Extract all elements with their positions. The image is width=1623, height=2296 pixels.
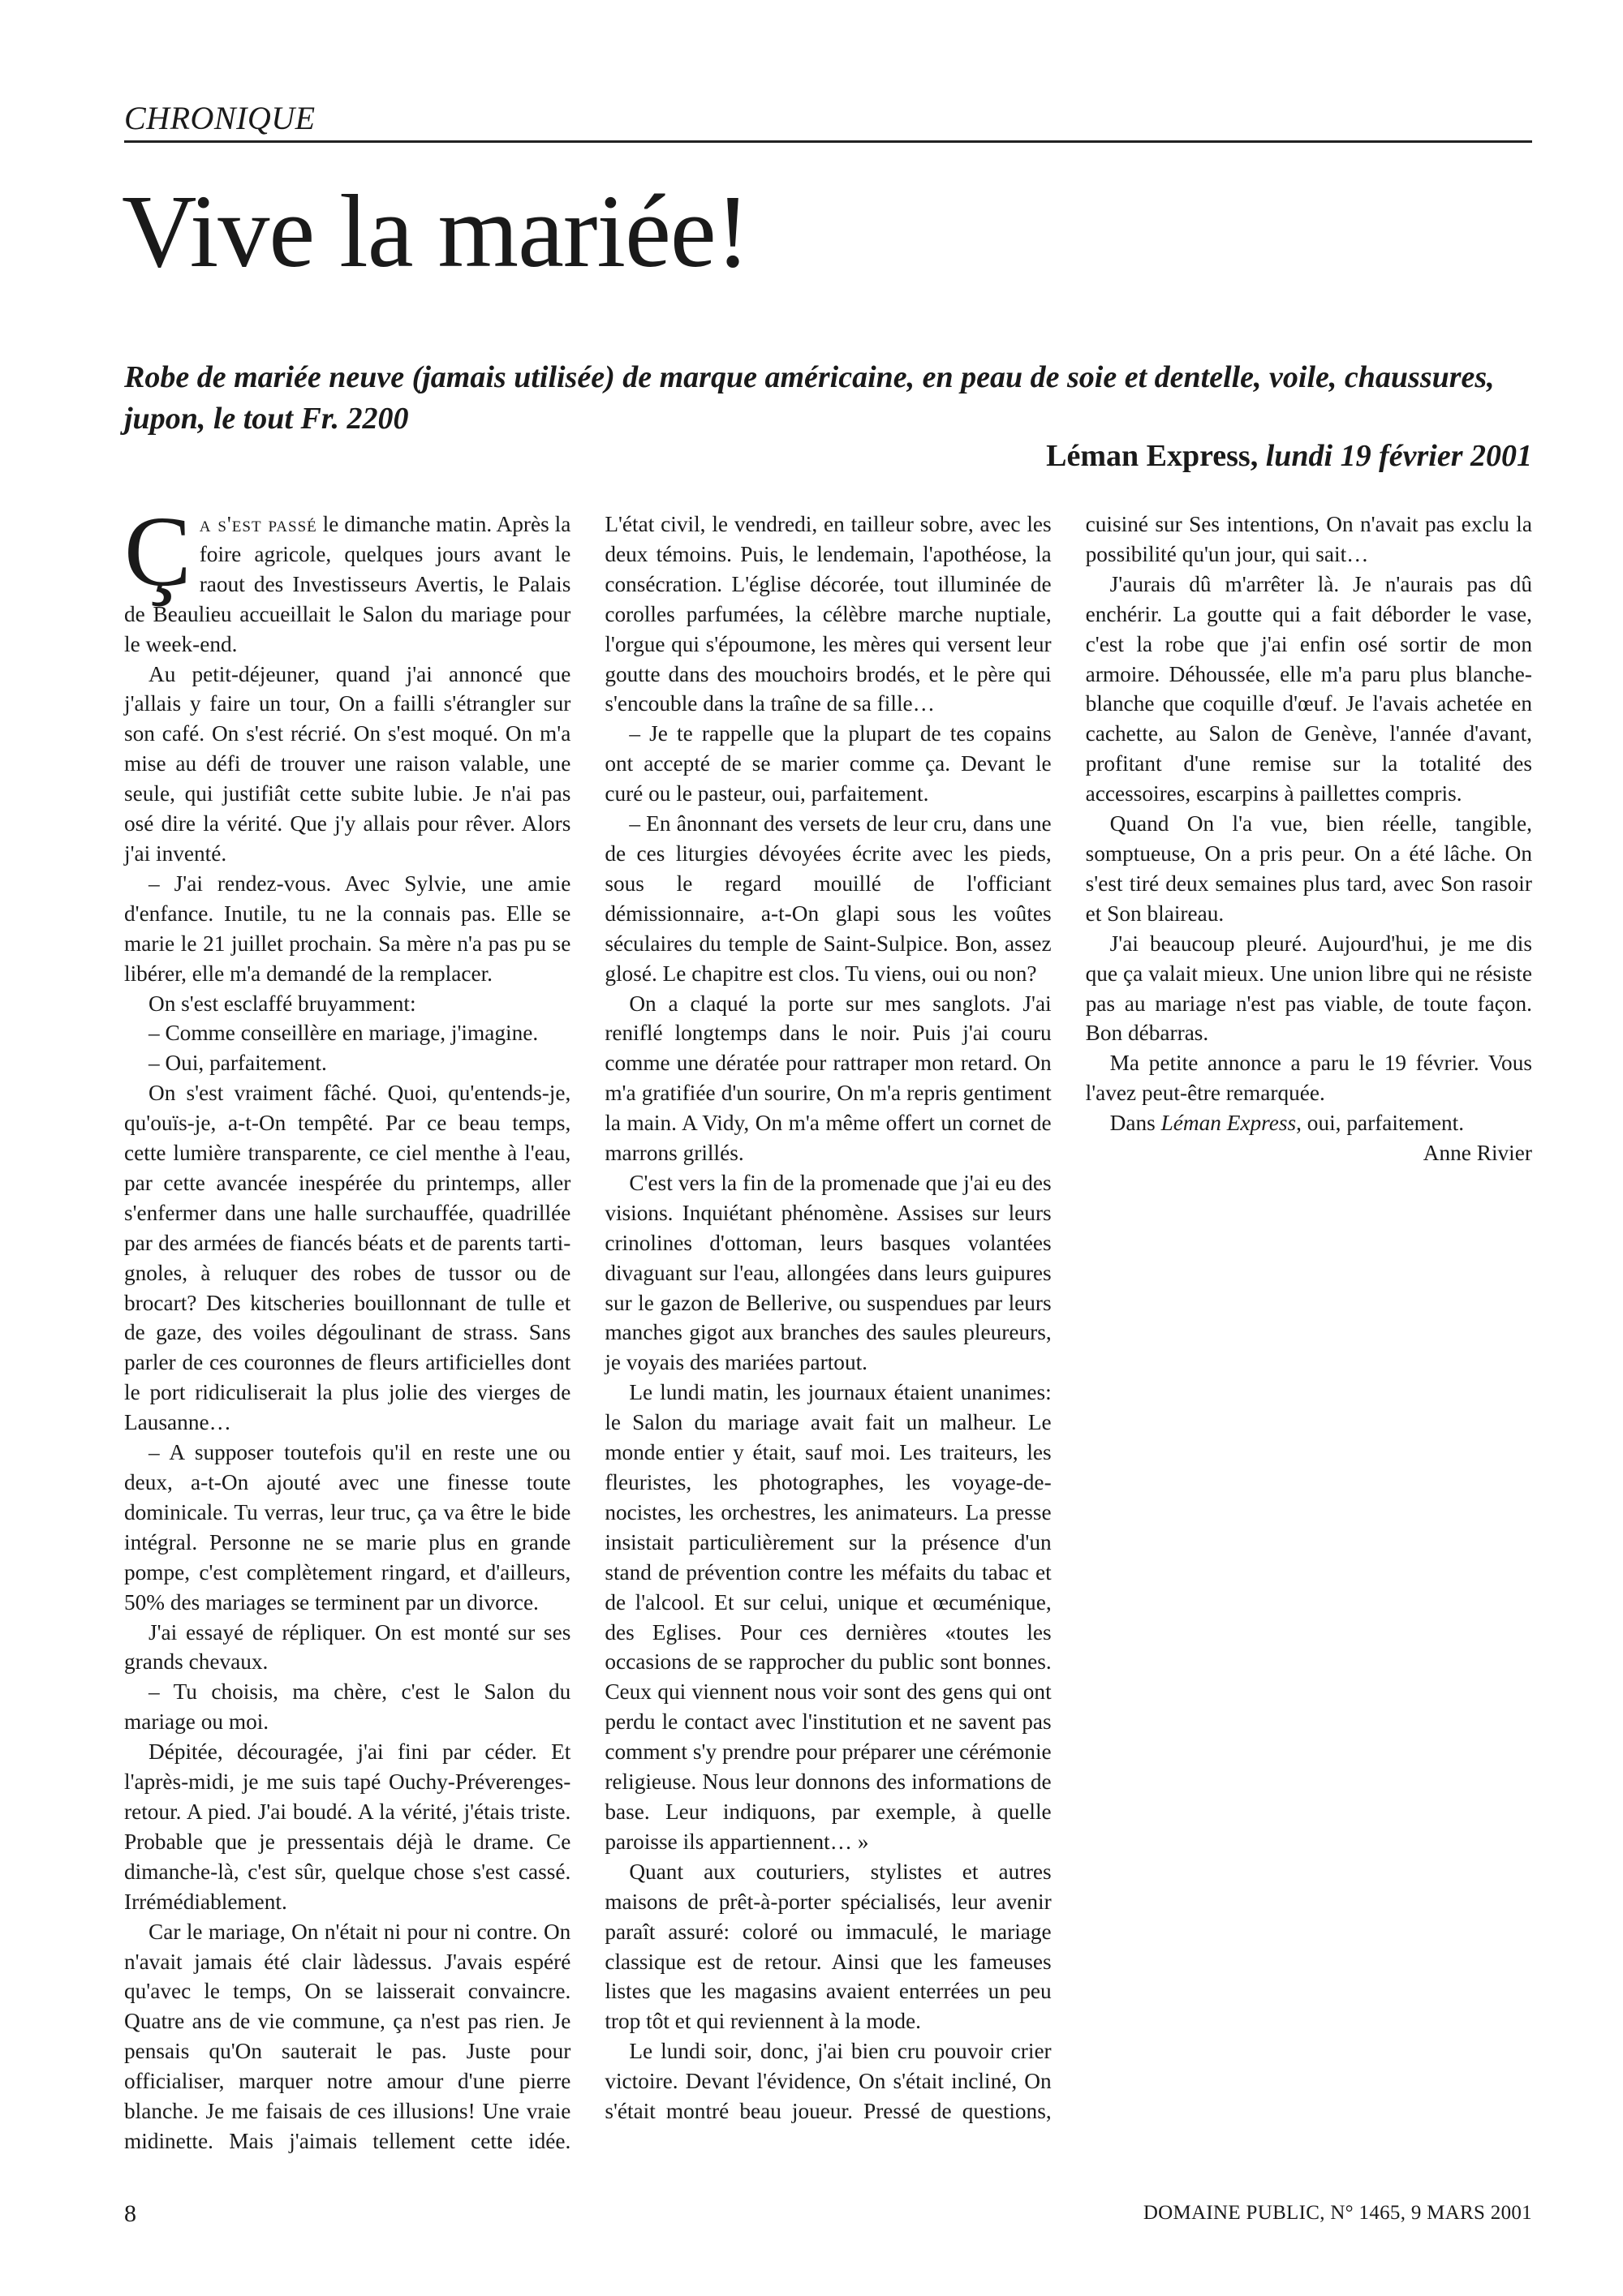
closing-publication: Léman Express bbox=[1160, 1111, 1297, 1136]
closing-paragraph bbox=[1086, 1108, 1532, 1138]
source-name: Léman Express, bbox=[1046, 439, 1259, 473]
article-title: Vive la mariée! bbox=[122, 174, 750, 289]
closing-prefix: Dans bbox=[1109, 1111, 1161, 1136]
lead-source bbox=[1046, 438, 1532, 474]
article-paragraph: Le lundi matin, les journaux étaient unanimes: le Salon du mariage avait fait un malheur. Le monde entier y était, sauf moi. Les traiteurs, les fleuristes, les photographes, les voyage-denocistes, les orchestres, les animateurs. La presse insistait particulièrement sur la présence d'un stand de prévention contre les méfaits du tabac et de l'alcool. Et sur celui, unique et œcuménique, des Eglises. Pour ces dernières «toutes les occasions de se rapprocher du public sont bonnes. Ceux qui viennent nous voir sont des gens qui ont perdu le contact avec l'institution et ne savent pas comment s'y prendre pour préparer une cérémonie religieuse. Nous leur donnons des informations de base. Leur indiquons, par exemple, à quelle paroisse ils appartiennent… » bbox=[605, 1380, 1052, 1854]
opening-smallcaps: a s'est passé bbox=[199, 512, 317, 536]
article-paragraph bbox=[124, 496, 571, 660]
article-paragraph: Quand On l'a vue, bien réelle, tangible, somptueuse, On a pris peur. On a été lâche. On s'est tiré deux semaines plus tard, avec Son rasoir et Son blaireau. bbox=[1085, 811, 1532, 926]
article-paragraph: – Comme conseillère en mariage, j'imagine. bbox=[149, 1021, 539, 1046]
page-number: 8 bbox=[124, 2200, 136, 2227]
signoff-line bbox=[1086, 1138, 1532, 1168]
article-paragraph: C'est vers la fin de la promenade que j'ai eu des visions. Inquiétant phénomène. Assises sur leurs crinolines d'ottoman, leurs basques volantées divaguant sur l'eau, allongées dans leurs guipures sur le gazon de Bellerive, ou suspendues par leurs manches gigot aux branches des saules pleureurs, je voyais des mariées partout. bbox=[605, 1170, 1052, 1375]
drop-cap: Ç bbox=[124, 496, 192, 607]
article-paragraph: Ma petite annonce a paru le 19 février. Vous l'avez peut-être remarquée. bbox=[1085, 1051, 1532, 1106]
article-paragraph: J'ai essayé de répliquer. On est monté sur ses grands chevaux. bbox=[124, 1619, 571, 1675]
publication-footer: DOMAINE PUBLIC, N° 1465, 9 MARS 2001 bbox=[1143, 2202, 1532, 2224]
article-paragraph: – Je te rappelle que la plupart de tes copains ont accepté de se marier comme ça. Devant le curé ou le pasteur, oui, parfaitement. bbox=[605, 721, 1052, 806]
article-paragraph: – A supposer toutefois qu'il en reste une ou deux, a-t-On ajouté avec une finesse toute dominicale. Tu verras, leur truc, ça va être le bide intégral. Personne ne se marie plus en grande pompe, c'est complètement ringard, et d'ailleurs, 50% des mariages se terminent par un divorce. bbox=[124, 1440, 571, 1615]
article-paragraph: J'aurais dû m'arrêter là. Je n'aurais pas dû enchérir. La goutte qui a fait déborder le vase, c'est la robe que j'ai enfin osé sortir de mon armoire. Déhoussée, elle m'a paru plus blanche-blanche que coquille d'œuf. Je l'avais achetée en cachette, au Salon de Genève, l'année d'avant, profitant d'une remise sur la totalité des accessoires, escarpins à paillettes compris. bbox=[1085, 571, 1532, 806]
paragraph-text: le dimanche matin. Après la foire agricole, quelques jours avant le raout des Investisseurs Avertis, le Palais de Beaulieu accueillait le Salon du mariage pour le week-end. bbox=[124, 512, 571, 656]
author-signature: Anne Rivier bbox=[1423, 1141, 1532, 1166]
article-paragraph: Car le mariage, On n'était ni pour ni contre. On n'avait jamais été clair làdessus. J'avais espéré qu'avec le temps, On se laisserait convaincre. Quatre ans de vie commune, ça n'est pas rien. Je pensais qu'On sauterait le pas. Juste pour officialiser, marquer notre amour d'une pierre blanche. Je me faisais de ces illusions! Une vraie midinette. Mais j'aimais tellement cette idée. L'état civil, le vendredi, en tailleur sobre, avec les deux témoins. Puis, le lendemain, l'apothéose, la consécration. L'église décorée, tout illuminée de corolles parfumées, la célèbre marche nuptiale, l'orgue qui s'époumone, les mères qui versent leur goutte dans des mouchoirs brodés, et le père qui s'encouble dans la traîne de sa fille… bbox=[124, 512, 1052, 2153]
article-paragraph: Quant aux couturiers, stylistes et autres maisons de prêt-à-porter spécialisés, leur avenir paraît assuré: coloré ou immaculé, le mariage classique est de retour. Ainsi que les fameuses listes que les magasins avaient enterrées un peu trop tôt et qui reviennent à la mode. bbox=[605, 1859, 1052, 2034]
article-paragraph: Le lundi soir, donc, j'ai bien cru pouvoir crier victoire. Devant l'évidence, On s'était incliné, On s'était montré beau joueur. Pressé de questions, cuisiné sur Ses intentions, On n'avait pas exclu la possibilité qu'un jour, qui sait… bbox=[605, 512, 1532, 2124]
article-paragraph: – En ânonnant des versets de leur cru, dans une de ces liturgies dévoyées écrite avec les pieds, sous le regard mouillé de l'officiant démissionnaire, a-t-On glapi sous les voûtes séculaires du temple de Saint-Sulpice. Bon, assez glosé. Le chapitre est clos. Tu viens, oui ou non? bbox=[605, 811, 1052, 986]
article-paragraph: – Oui, parfaitement. bbox=[149, 1051, 327, 1076]
article-paragraph: On a claqué la porte sur mes sanglots. J'ai reniflé longtemps dans le noir. Puis j'ai couru comme une dératée pour rattraper mon retard. On m'a gratifiée d'un sourire, On m'a repris gentiment la main. A Vidy, On m'a même offert un cornet de marrons grillés. bbox=[605, 991, 1052, 1166]
section-rubric: CHRONIQUE bbox=[124, 99, 1532, 143]
article-paragraph: – J'ai rendez-vous. Avec Sylvie, une amie d'enfance. Inutile, tu ne la connais pas. Elle se marie le 21 juillet prochain. Sa mère n'a pas pu se libérer, elle m'a demandé de la remplacer. bbox=[124, 871, 571, 986]
article-paragraph: Dépitée, découragée, j'ai fini par céder. Et l'après-midi, je me suis tapé Ouchy-Préverenges-retour. A pied. J'ai boudé. A la vérité, j'étais triste. Probable que je pressentais déjà le drame. Ce dimanche-là, c'est sûr, quelque chose s'est cassé. Irrémédiablement. bbox=[124, 1739, 571, 1914]
article-paragraph: On s'est vraiment fâché. Quoi, qu'entends-je, qu'ouïs-je, a-t-On tempêté. Par ce beau temps, cette lumière transparente, ce ciel menthe à l'eau, par cette avancée inespérée du printemps, aller s'enfermer dans une halle surchauffée, quadrillée par des armées de fiancés béats et de parents tartignoles, à reluquer des robes de tussor ou de brocart? Des kitscheries bouillonnant de tulle et de gaze, des voiles dégoulinant de strass. Sans parler de ces couronnes de fleurs artificielles dont le port ridiculiserait la plus jolie des vierges de Lausanne… bbox=[124, 1081, 571, 1435]
article-lead: Robe de mariée neuve (jamais utilisée) de marque américaine, en peau de soie et dentelle, voile, chaussures, jupon, le tout Fr. 2200 bbox=[124, 360, 1495, 436]
article-paragraph: On s'est esclaffé bruyamment: bbox=[149, 991, 416, 1016]
closing-suffix: , oui, parfaitement. bbox=[1296, 1111, 1465, 1136]
article-paragraph: J'ai beaucoup pleuré. Aujourd'hui, je me dis que ça valait mieux. Une union libre qui ne résiste pas au mariage n'est pas viable, de toute façon. Bon débarras. bbox=[1085, 931, 1532, 1046]
article-body bbox=[124, 496, 1532, 2165]
source-date: lundi 19 février 2001 bbox=[1265, 439, 1532, 473]
article-paragraph: Au petit-déjeuner, quand j'ai annoncé que j'allais y faire un tour, On a failli s'étrangler sur son café. On s'est récrié. On s'est moqué. On m'a mise au défi de trouver une raison valable, une seule, qui justifiât cette subite lubie. Je n'ai pas osé dire la vérité. Que j'y allais pour rêver. Alors j'ai inventé. bbox=[124, 661, 571, 866]
article-paragraph: – Tu choisis, ma chère, c'est le Salon du mariage ou moi. bbox=[124, 1679, 571, 1735]
